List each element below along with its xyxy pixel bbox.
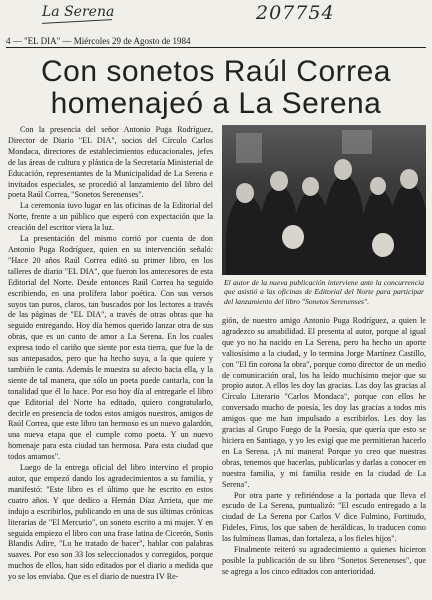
paragraph: La ceremonia tuvo lugar en las oficinas de la Editorial del Norte, frente a un público que esperó con expectación que la creación del escritor viera la luz. xyxy=(8,201,213,233)
photo-wall-frame xyxy=(342,130,372,154)
paragraph: Con la presencia del señor Antonio Puga Rodríguez, Director de Diario "EL DIA", socios del Círculo Carlos Mondaca, directores de establecimientos educacionales, jefes de las áreas de cultura y plástica de la Secretaría Ministerial de Educación, representantes de la Municipalidad de La Serena e invitados especiales, se procedió al lanzamiento del libro del poeta Raúl Correa, "Sonetos Serenenses". xyxy=(8,125,213,200)
photo-face xyxy=(236,183,254,203)
article-body-right-column xyxy=(222,316,426,597)
photo-face xyxy=(400,169,418,189)
article-headline xyxy=(10,56,422,120)
photo-face xyxy=(270,171,288,191)
paragraph: La presentación del mismo corrió por cuenta de don Antonio Puga Rodríguez, quien en su intervención señaló: "Hace 20 años Raúl Correa editó su primer libro, en los talleres de diario "EL DIA", que fueron los antecesores de esta Editorial del Norte. Desde entonces Raúl Correa ha seguido escribiendo, en una prolífera labor poética. Con sus versos suyos tan puros, claros, tan buscados por los lectores a través de las páginas de "EL DIA", a través de otras obras que ha seguido entregando. Hoy día hemos querido lanzar otra de sus obras, que es un canto de amor a La Serena. En los cuales expresa todo el cariño que siente por esta tierra, que fue la de sus antepasados, pero que ha hecho suya, a la que quiere y también le canta. Además le muestra su afecto hacia ella, y la siente de tal manera, que sólo un poeta puede cantarla, con la tonalidad que él lo hace. Por eso hoy día al entregarle el libro que Editorial del Norte ha editado, quiero congratularlo, decirle en presencia de todos estos amigos nuestros, amigos de Raúl Correa, que este libro tan hermoso es un nuevo galardón, una nueva etapa que el cumple como poeta. Y un nuevo homenaje para esta ciudad tan hermosa. Para esta ciudad que todos amamos". xyxy=(8,234,213,462)
photo-face xyxy=(370,177,386,195)
photo-face xyxy=(302,177,319,196)
photo-face xyxy=(372,233,394,257)
page-header: 4 — "EL DIA" — Miércoles 29 de Agosto de 1984 xyxy=(6,36,191,46)
photo-person xyxy=(390,183,426,275)
headline-line-2: homenajeó a La Serena xyxy=(50,87,382,120)
handwritten-label: La Serena xyxy=(42,4,115,20)
headline-line-1: Con sonetos Raúl Correa xyxy=(40,55,391,88)
paragraph: gión, de nuestro amigo Antonio Puga Rodríguez, a quien le agradezco su amabilidad. El presenta al autor, porque al igual que yo no ha nacido en La Serena, pero ha hecho un aporte valiosísimo a la ciudad, y lo termina Jorge Martínez Castillo, con "El fin corona la obra", porque como director de un medio de comunicación oral, los ha leído muchísimo mejor que su propio autor. A ellos les doy las gracias. Las doy las gracias al Círculo Literario "Carlos Mondaca", porque con ellos he conversado mucho de poesía, les doy las gracias a todos mis amigos que me han impulsado a escribirlos. Les doy las gracias al Grupo Fuego de la Poesía, que quería que esto se hiciera en Santiago, y yo les exigí que me permitieran hacerlo en La Serena. ¡A mi manera! Porque yo creo que nuestras obras, tenemos que hacerlas, publicarlas y darlas a conocer en nuestra familia, y mi familia reside en la ciudad de La Serena". xyxy=(222,316,426,489)
photo-face xyxy=(334,159,352,180)
photo-speaker xyxy=(324,175,364,275)
paragraph: Por otra parte y refiriéndose a la portada que lleva el escudo de La Serena, puntualizó: "El escudo entregado a la ciudad de La Serena por Carlos V dice Fulmino, Fortitudo, Fideles, Firus, los que saben de heráldicas, lo traducen como las fulmíneas llamas, dan fortaleza, a los fieles hijos". xyxy=(222,490,426,544)
photo-caption: El autor de la nueva publicación interviene ante la concurrencia que asistió a las oficinas de Editorial del Norte para participar del lanzamiento del libro "Sonetos Serenenses". xyxy=(224,278,424,306)
paragraph: Luego de la entrega oficial del libro intervino el propio autor, que empezó dando los agradecimientos a su familia, y manifestó: "Este libro es el último que he escrito en estos cuatro años. Y que dedico a Hernán Díaz Arrieta, que me indujo a escribirlos, publicando en una de sus últimas crónicas literarias de "El Mercurio", un soneto escrito a mi mujer. Y en seguida empiezo el libro con una frase latina de Cicerón, Sonis Blandis Adire, "Lo he tratado de hacer", hablar con palabras suaves. Por eso son 33 los seleccionados y corregidos, porque muchos de ellos, han sido editados por el diario a medida que yo se los enviaba. Que es el diario de nuestra IV Re- xyxy=(8,463,213,582)
handwritten-archive-number: 207754 xyxy=(256,2,335,24)
event-photo xyxy=(222,125,426,275)
photo-face xyxy=(282,225,304,249)
article-body-left-column xyxy=(8,125,213,597)
paragraph: Finalmente reiteró su agradecimiento a quienes hicieron posible la publicación de su libro "Sonetos Serenenses", que se agrega a los cinco editados con anterioridad. xyxy=(222,545,426,576)
photo-wall-frame xyxy=(236,133,262,163)
header-rule xyxy=(6,47,426,48)
